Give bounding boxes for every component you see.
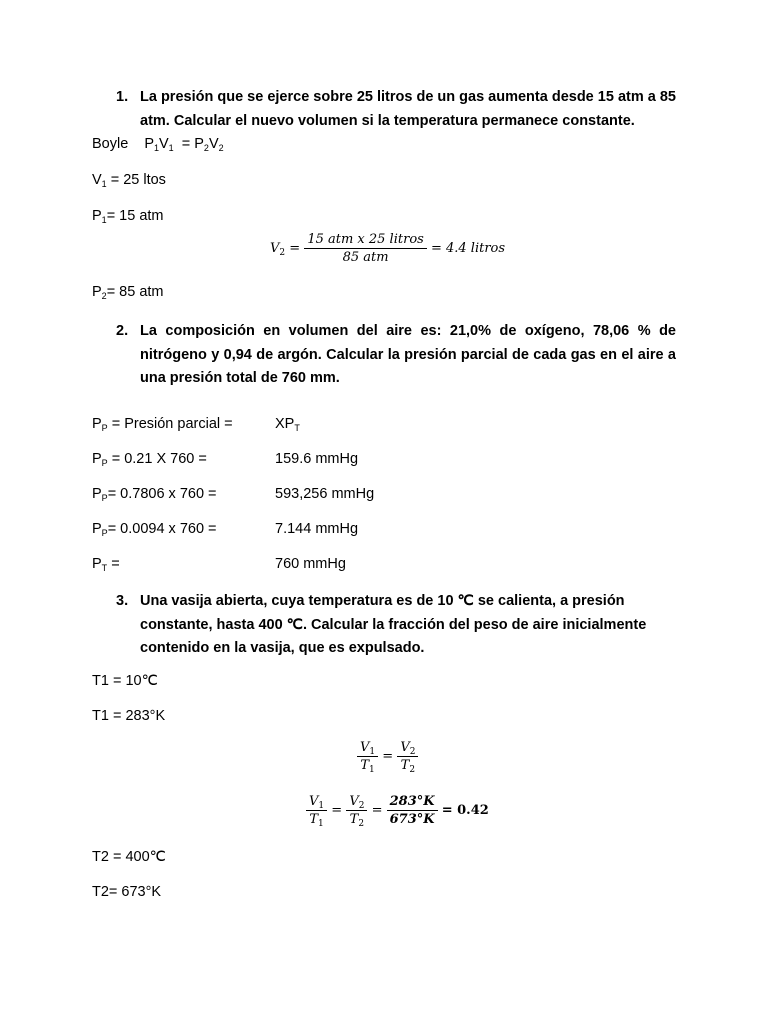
partial-pressure-row-5-right: 760 mmHg <box>275 556 346 572</box>
v1-value: = 25 ltos <box>106 172 166 188</box>
problem-2 <box>116 320 676 391</box>
row-4-left: = 0.0094 x 760 = <box>107 521 217 537</box>
v1-line: $V_1 = 25$ ltos <box>92 172 166 189</box>
problem-1-text: La presión que se ejerce sobre 25 litros de un gas aumenta desde 15 atm a 85 atm. Calcular el nuevo volumen si la temperatura permanece constante. <box>140 89 676 129</box>
partial-pressure-row-4-right: 7.144 mmHg <box>275 521 359 537</box>
problem-3 <box>116 590 676 661</box>
boyle-label: Boyle <box>92 136 129 152</box>
boyle-fraction <box>304 232 427 265</box>
row-1-right: XP <box>275 416 295 432</box>
partial-pressure-row-4: $P_P= 0.0094$ x 760 = <box>92 521 217 538</box>
partial-pressure-row-1-right <box>275 416 300 432</box>
p2-value: = 85 atm <box>106 284 164 300</box>
row-3-left: = 0.7806 x 760 = <box>107 486 217 502</box>
problem-2-number: 2. <box>116 323 129 339</box>
row-2-left: = 0.21 X 760 = <box>107 451 207 467</box>
problem-3-line-2: constante, hasta 400 ℃. Calcular la fracción del peso de aire inicialmente <box>140 616 647 633</box>
charles-equation-2: $\frac{V_1}{T_1}$ = $\frac{V_2}{T_2}$ = $\frac{283^\circ K}{673^\circ K}$ = 0.42 <box>306 794 489 827</box>
boyle-result: = 4.4 litros <box>430 241 506 256</box>
problem-1 <box>116 86 676 133</box>
problem-3-number: 3. <box>116 593 129 609</box>
t2-kelvin: T2= 673°K <box>92 884 162 900</box>
charles-equation-1: $\frac{V_1}{T_1}$ = $\frac{V_2}{T_2}$ <box>357 740 418 773</box>
partial-pressure-row-3: $P_P= 0.7806$ x 760 = <box>92 486 217 503</box>
p2-line: $P_2= 85$ atm <box>92 284 164 301</box>
row-1-right-sub: T <box>294 423 300 433</box>
boyle-denominator: 85 atm <box>342 250 389 265</box>
problem-2-text: La composición en volumen del aire es: 21,0% de oxígeno, 78,06 % de nitrógeno y 0,94 de argón. Calcular la presión parcial de cada gas en el aire a una presión total de 760 mm. <box>140 323 676 386</box>
charles-result: = 0.42 <box>441 803 489 818</box>
partial-pressure-row-1: $P_P$ = Presión parcial = <box>92 416 233 433</box>
partial-pressure-row-5: $P_T$ = <box>92 556 120 573</box>
partial-pressure-row-2: $P_P = 0.21$ X 760 = <box>92 451 207 468</box>
problem-3-line-3: contenido en la vasija, que es expulsado. <box>140 640 425 656</box>
partial-pressure-row-3-right: 593,256 mmHg <box>275 486 375 502</box>
p1-value: = 15 atm <box>106 208 164 224</box>
p1-line: $P_1= 15$ atm <box>92 208 164 225</box>
boyle-numerator: 15 atm x 25 litros <box>304 232 427 249</box>
charles-numerator: 283°K <box>387 794 438 811</box>
problem-3-line-1: Una vasija abierta, cuya temperatura es de 10 ℃ se calienta, a presión <box>140 593 625 609</box>
charles-denominator: 673°K <box>389 812 435 827</box>
row-1-left: = Presión parcial = <box>107 416 233 432</box>
boyle-law-line: Boyle $P_1V_1 = P_2V_2$ <box>92 136 224 153</box>
t1-celsius: T1 = 10℃ <box>92 673 158 689</box>
boyle-equation: $V_2$ = $\frac{\text{15 atm x 25 litros}}{\text{85 atm}}$ = 4.4 litros <box>270 232 506 265</box>
problem-1-number: 1. <box>116 89 129 105</box>
t1-kelvin: T1 = 283°K <box>92 708 166 724</box>
partial-pressure-row-2-right: 159.6 mmHg <box>275 451 359 467</box>
t2-celsius: T2 = 400℃ <box>92 849 166 865</box>
row-5-left: = <box>107 556 120 572</box>
